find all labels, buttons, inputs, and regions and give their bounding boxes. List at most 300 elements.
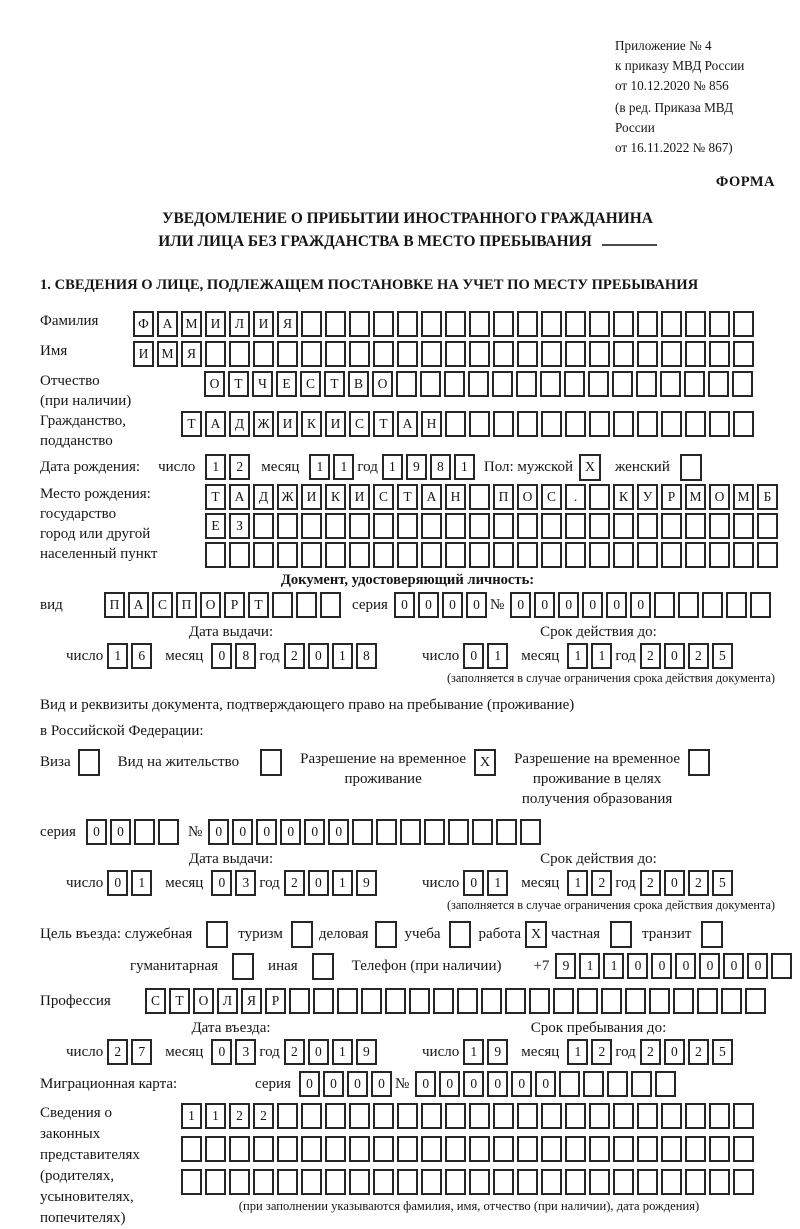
char-box[interactable] <box>733 542 754 568</box>
char-box[interactable] <box>134 819 155 845</box>
char-box[interactable] <box>469 1169 490 1195</box>
char-box[interactable] <box>726 592 747 618</box>
char-box[interactable]: 1 <box>579 953 600 979</box>
char-box[interactable] <box>445 411 466 437</box>
char-box[interactable] <box>289 988 310 1014</box>
char-box[interactable] <box>732 371 753 397</box>
char-box[interactable]: 2 <box>688 870 709 896</box>
char-box[interactable] <box>469 484 490 510</box>
char-box[interactable]: С <box>152 592 173 618</box>
char-box[interactable]: Б <box>757 484 778 510</box>
char-box[interactable] <box>631 1071 652 1097</box>
char-box[interactable] <box>445 311 466 337</box>
char-box[interactable]: Я <box>241 988 262 1014</box>
char-box[interactable] <box>397 311 418 337</box>
char-box[interactable]: Ж <box>253 411 274 437</box>
char-box[interactable] <box>678 592 699 618</box>
char-box[interactable] <box>373 1103 394 1129</box>
char-box[interactable] <box>613 1136 634 1162</box>
char-box[interactable] <box>468 371 489 397</box>
char-box[interactable]: 9 <box>356 870 377 896</box>
char-box[interactable] <box>613 1103 634 1129</box>
sex-female-checkbox[interactable] <box>680 454 702 481</box>
char-box[interactable] <box>301 513 322 539</box>
char-box[interactable]: 0 <box>466 592 487 618</box>
char-box[interactable]: 1 <box>205 454 226 480</box>
char-box[interactable] <box>517 1169 538 1195</box>
char-box[interactable]: 1 <box>332 1039 353 1065</box>
char-box[interactable]: 0 <box>627 953 648 979</box>
char-box[interactable] <box>697 988 718 1014</box>
char-box[interactable] <box>181 1136 202 1162</box>
char-box[interactable] <box>325 311 346 337</box>
char-box[interactable] <box>400 819 421 845</box>
char-box[interactable] <box>564 371 585 397</box>
char-box[interactable] <box>253 1136 274 1162</box>
char-box[interactable] <box>313 988 334 1014</box>
char-box[interactable] <box>541 1136 562 1162</box>
char-box[interactable] <box>520 819 541 845</box>
char-box[interactable]: 0 <box>232 819 253 845</box>
char-box[interactable] <box>684 371 705 397</box>
char-box[interactable] <box>505 988 526 1014</box>
char-box[interactable]: 0 <box>582 592 603 618</box>
char-box[interactable]: Т <box>205 484 226 510</box>
char-box[interactable]: 1 <box>332 643 353 669</box>
char-box[interactable] <box>517 513 538 539</box>
char-box[interactable] <box>421 513 442 539</box>
char-box[interactable]: Е <box>205 513 226 539</box>
char-box[interactable] <box>517 542 538 568</box>
char-box[interactable] <box>277 1136 298 1162</box>
char-box[interactable]: 8 <box>235 643 256 669</box>
char-box[interactable] <box>301 1169 322 1195</box>
char-box[interactable] <box>745 988 766 1014</box>
char-box[interactable]: 0 <box>304 819 325 845</box>
char-box[interactable] <box>421 311 442 337</box>
char-box[interactable]: 2 <box>688 1039 709 1065</box>
char-box[interactable] <box>493 341 514 367</box>
char-box[interactable] <box>750 592 771 618</box>
char-box[interactable] <box>493 542 514 568</box>
char-box[interactable] <box>277 341 298 367</box>
char-box[interactable]: 0 <box>630 592 651 618</box>
char-box[interactable]: 0 <box>328 819 349 845</box>
char-box[interactable] <box>709 513 730 539</box>
char-box[interactable]: О <box>204 371 225 397</box>
char-box[interactable] <box>493 513 514 539</box>
char-box[interactable] <box>445 513 466 539</box>
char-box[interactable] <box>229 542 250 568</box>
char-box[interactable]: 0 <box>747 953 768 979</box>
char-box[interactable] <box>444 371 465 397</box>
char-box[interactable] <box>613 1169 634 1195</box>
char-box[interactable] <box>637 1136 658 1162</box>
char-box[interactable]: С <box>349 411 370 437</box>
char-box[interactable] <box>685 341 706 367</box>
char-box[interactable]: 0 <box>208 819 229 845</box>
char-box[interactable] <box>565 411 586 437</box>
char-box[interactable] <box>541 1103 562 1129</box>
char-box[interactable] <box>660 371 681 397</box>
char-box[interactable]: 0 <box>394 592 415 618</box>
char-box[interactable] <box>469 311 490 337</box>
char-box[interactable] <box>457 988 478 1014</box>
char-box[interactable] <box>733 513 754 539</box>
char-box[interactable] <box>637 311 658 337</box>
char-box[interactable] <box>352 819 373 845</box>
char-box[interactable]: М <box>157 341 178 367</box>
char-box[interactable] <box>493 1136 514 1162</box>
char-box[interactable]: А <box>421 484 442 510</box>
char-box[interactable]: М <box>685 484 706 510</box>
char-box[interactable]: 8 <box>430 454 451 480</box>
char-box[interactable] <box>709 1169 730 1195</box>
char-box[interactable]: Р <box>661 484 682 510</box>
char-box[interactable] <box>565 1136 586 1162</box>
char-box[interactable] <box>325 1136 346 1162</box>
char-box[interactable] <box>397 1103 418 1129</box>
char-box[interactable] <box>158 819 179 845</box>
char-box[interactable] <box>661 411 682 437</box>
char-box[interactable]: 0 <box>651 953 672 979</box>
char-box[interactable] <box>541 311 562 337</box>
char-box[interactable]: Т <box>324 371 345 397</box>
char-box[interactable] <box>654 592 675 618</box>
char-box[interactable]: 0 <box>299 1071 320 1097</box>
char-box[interactable]: 0 <box>463 643 484 669</box>
char-box[interactable] <box>445 341 466 367</box>
purpose-business-checkbox[interactable] <box>375 921 397 948</box>
char-box[interactable] <box>349 341 370 367</box>
char-box[interactable] <box>397 1136 418 1162</box>
char-box[interactable] <box>565 1103 586 1129</box>
char-box[interactable]: 0 <box>664 643 685 669</box>
char-box[interactable] <box>205 1169 226 1195</box>
char-box[interactable] <box>709 341 730 367</box>
char-box[interactable] <box>540 371 561 397</box>
purpose-official-checkbox[interactable] <box>206 921 228 948</box>
char-box[interactable] <box>469 341 490 367</box>
char-box[interactable]: И <box>277 411 298 437</box>
char-box[interactable] <box>469 1136 490 1162</box>
char-box[interactable] <box>472 819 493 845</box>
char-box[interactable]: Е <box>276 371 297 397</box>
char-box[interactable]: О <box>372 371 393 397</box>
char-box[interactable]: Д <box>229 411 250 437</box>
char-box[interactable] <box>708 371 729 397</box>
char-box[interactable] <box>553 988 574 1014</box>
char-box[interactable] <box>493 411 514 437</box>
char-box[interactable] <box>493 311 514 337</box>
char-box[interactable] <box>229 341 250 367</box>
purpose-tourism-checkbox[interactable] <box>291 921 313 948</box>
char-box[interactable]: Л <box>229 311 250 337</box>
char-box[interactable] <box>685 542 706 568</box>
char-box[interactable] <box>517 1103 538 1129</box>
char-box[interactable] <box>277 1169 298 1195</box>
char-box[interactable]: 1 <box>567 870 588 896</box>
char-box[interactable]: 1 <box>309 454 330 480</box>
char-box[interactable]: 0 <box>308 643 329 669</box>
char-box[interactable] <box>583 1071 604 1097</box>
char-box[interactable]: 2 <box>107 1039 128 1065</box>
char-box[interactable]: 1 <box>454 454 475 480</box>
char-box[interactable]: Т <box>169 988 190 1014</box>
char-box[interactable] <box>445 1103 466 1129</box>
char-box[interactable] <box>541 542 562 568</box>
char-box[interactable] <box>733 341 754 367</box>
char-box[interactable] <box>349 542 370 568</box>
char-box[interactable] <box>709 1103 730 1129</box>
char-box[interactable]: 1 <box>181 1103 202 1129</box>
residence-permit-checkbox[interactable] <box>260 749 282 776</box>
char-box[interactable]: 9 <box>406 454 427 480</box>
char-box[interactable] <box>493 1103 514 1129</box>
char-box[interactable] <box>373 1136 394 1162</box>
char-box[interactable]: А <box>397 411 418 437</box>
char-box[interactable] <box>625 988 646 1014</box>
char-box[interactable]: И <box>325 411 346 437</box>
char-box[interactable] <box>589 1103 610 1129</box>
char-box[interactable]: Я <box>181 341 202 367</box>
char-box[interactable] <box>205 341 226 367</box>
char-box[interactable]: 0 <box>280 819 301 845</box>
char-box[interactable] <box>373 513 394 539</box>
char-box[interactable]: 1 <box>567 1039 588 1065</box>
char-box[interactable]: Т <box>181 411 202 437</box>
char-box[interactable] <box>589 341 610 367</box>
char-box[interactable]: Т <box>248 592 269 618</box>
char-box[interactable]: 2 <box>688 643 709 669</box>
char-box[interactable] <box>445 1169 466 1195</box>
char-box[interactable] <box>397 542 418 568</box>
char-box[interactable] <box>181 1169 202 1195</box>
char-box[interactable] <box>349 1169 370 1195</box>
char-box[interactable]: 9 <box>555 953 576 979</box>
char-box[interactable]: И <box>133 341 154 367</box>
char-box[interactable] <box>205 1136 226 1162</box>
char-box[interactable]: 2 <box>229 454 250 480</box>
char-box[interactable] <box>565 542 586 568</box>
temp-residence-checkbox[interactable]: X <box>474 749 496 776</box>
char-box[interactable]: И <box>205 311 226 337</box>
char-box[interactable] <box>517 411 538 437</box>
char-box[interactable]: 3 <box>235 870 256 896</box>
char-box[interactable]: 3 <box>235 1039 256 1065</box>
char-box[interactable] <box>565 1169 586 1195</box>
char-box[interactable] <box>709 542 730 568</box>
purpose-study-checkbox[interactable] <box>449 921 471 948</box>
char-box[interactable] <box>301 542 322 568</box>
char-box[interactable]: Н <box>421 411 442 437</box>
char-box[interactable] <box>709 1136 730 1162</box>
char-box[interactable] <box>301 311 322 337</box>
char-box[interactable] <box>673 988 694 1014</box>
char-box[interactable] <box>733 1103 754 1129</box>
char-box[interactable] <box>325 513 346 539</box>
char-box[interactable] <box>685 311 706 337</box>
char-box[interactable] <box>421 1169 442 1195</box>
char-box[interactable] <box>589 513 610 539</box>
char-box[interactable] <box>655 1071 676 1097</box>
visa-checkbox[interactable] <box>78 749 100 776</box>
char-box[interactable]: 0 <box>256 819 277 845</box>
char-box[interactable]: С <box>145 988 166 1014</box>
char-box[interactable]: О <box>709 484 730 510</box>
char-box[interactable] <box>601 988 622 1014</box>
char-box[interactable] <box>636 371 657 397</box>
char-box[interactable] <box>493 1169 514 1195</box>
char-box[interactable] <box>361 988 382 1014</box>
char-box[interactable]: 1 <box>131 870 152 896</box>
char-box[interactable]: 0 <box>664 870 685 896</box>
char-box[interactable]: 1 <box>603 953 624 979</box>
char-box[interactable] <box>325 1169 346 1195</box>
char-box[interactable]: 2 <box>640 870 661 896</box>
char-box[interactable] <box>589 411 610 437</box>
char-box[interactable] <box>613 341 634 367</box>
char-box[interactable] <box>253 341 274 367</box>
char-box[interactable] <box>771 953 792 979</box>
char-box[interactable] <box>661 1169 682 1195</box>
char-box[interactable] <box>469 1103 490 1129</box>
char-box[interactable] <box>277 513 298 539</box>
char-box[interactable] <box>577 988 598 1014</box>
char-box[interactable] <box>421 341 442 367</box>
char-box[interactable]: П <box>176 592 197 618</box>
char-box[interactable] <box>685 411 706 437</box>
char-box[interactable]: Т <box>373 411 394 437</box>
char-box[interactable] <box>349 1136 370 1162</box>
char-box[interactable] <box>229 1136 250 1162</box>
char-box[interactable]: 1 <box>107 643 128 669</box>
char-box[interactable] <box>397 1169 418 1195</box>
char-box[interactable] <box>325 542 346 568</box>
char-box[interactable]: 0 <box>442 592 463 618</box>
char-box[interactable]: А <box>229 484 250 510</box>
char-box[interactable]: И <box>301 484 322 510</box>
char-box[interactable] <box>397 513 418 539</box>
char-box[interactable] <box>589 311 610 337</box>
char-box[interactable] <box>685 1136 706 1162</box>
char-box[interactable] <box>469 411 490 437</box>
char-box[interactable] <box>637 411 658 437</box>
char-box[interactable]: Ч <box>252 371 273 397</box>
char-box[interactable]: 5 <box>712 870 733 896</box>
char-box[interactable] <box>517 341 538 367</box>
char-box[interactable] <box>607 1071 628 1097</box>
purpose-work-checkbox[interactable]: X <box>525 921 547 948</box>
char-box[interactable] <box>613 513 634 539</box>
char-box[interactable]: 2 <box>284 870 305 896</box>
char-box[interactable] <box>661 311 682 337</box>
char-box[interactable]: 1 <box>382 454 403 480</box>
char-box[interactable]: А <box>205 411 226 437</box>
char-box[interactable]: К <box>613 484 634 510</box>
char-box[interactable]: 1 <box>567 643 588 669</box>
char-box[interactable]: 0 <box>308 1039 329 1065</box>
char-box[interactable]: И <box>349 484 370 510</box>
char-box[interactable]: 0 <box>415 1071 436 1097</box>
char-box[interactable]: 0 <box>211 870 232 896</box>
char-box[interactable]: 0 <box>606 592 627 618</box>
char-box[interactable] <box>721 988 742 1014</box>
char-box[interactable] <box>320 592 341 618</box>
char-box[interactable] <box>637 513 658 539</box>
char-box[interactable] <box>685 1169 706 1195</box>
char-box[interactable] <box>589 1136 610 1162</box>
char-box[interactable]: П <box>493 484 514 510</box>
char-box[interactable]: 0 <box>675 953 696 979</box>
char-box[interactable]: З <box>229 513 250 539</box>
char-box[interactable] <box>709 311 730 337</box>
char-box[interactable]: 1 <box>205 1103 226 1129</box>
char-box[interactable] <box>492 371 513 397</box>
char-box[interactable] <box>301 1103 322 1129</box>
char-box[interactable]: 0 <box>371 1071 392 1097</box>
char-box[interactable] <box>589 484 610 510</box>
char-box[interactable]: Т <box>397 484 418 510</box>
char-box[interactable] <box>661 1103 682 1129</box>
char-box[interactable] <box>565 513 586 539</box>
char-box[interactable] <box>448 819 469 845</box>
char-box[interactable]: Р <box>224 592 245 618</box>
char-box[interactable] <box>565 311 586 337</box>
char-box[interactable] <box>516 371 537 397</box>
char-box[interactable] <box>709 411 730 437</box>
char-box[interactable] <box>301 341 322 367</box>
char-box[interactable] <box>373 1169 394 1195</box>
char-box[interactable]: Н <box>445 484 466 510</box>
char-box[interactable] <box>373 542 394 568</box>
char-box[interactable]: 2 <box>253 1103 274 1129</box>
char-box[interactable]: 0 <box>308 870 329 896</box>
char-box[interactable] <box>661 1136 682 1162</box>
char-box[interactable] <box>481 988 502 1014</box>
char-box[interactable]: Т <box>228 371 249 397</box>
char-box[interactable] <box>253 513 274 539</box>
char-box[interactable] <box>559 1071 580 1097</box>
char-box[interactable] <box>517 311 538 337</box>
purpose-private-checkbox[interactable] <box>610 921 632 948</box>
char-box[interactable] <box>397 341 418 367</box>
char-box[interactable] <box>613 311 634 337</box>
char-box[interactable]: 7 <box>131 1039 152 1065</box>
char-box[interactable] <box>325 1103 346 1129</box>
char-box[interactable]: О <box>517 484 538 510</box>
char-box[interactable]: 0 <box>487 1071 508 1097</box>
char-box[interactable]: 0 <box>511 1071 532 1097</box>
char-box[interactable]: 0 <box>510 592 531 618</box>
char-box[interactable] <box>733 311 754 337</box>
char-box[interactable]: С <box>300 371 321 397</box>
char-box[interactable] <box>337 988 358 1014</box>
char-box[interactable]: С <box>541 484 562 510</box>
char-box[interactable] <box>733 1136 754 1162</box>
char-box[interactable]: 0 <box>664 1039 685 1065</box>
char-box[interactable]: 2 <box>284 643 305 669</box>
char-box[interactable] <box>385 988 406 1014</box>
char-box[interactable] <box>541 513 562 539</box>
char-box[interactable]: 1 <box>332 870 353 896</box>
char-box[interactable]: 6 <box>131 643 152 669</box>
char-box[interactable]: 1 <box>333 454 354 480</box>
char-box[interactable] <box>253 542 274 568</box>
char-box[interactable]: В <box>348 371 369 397</box>
purpose-other-checkbox[interactable] <box>312 953 334 980</box>
char-box[interactable]: 0 <box>323 1071 344 1097</box>
